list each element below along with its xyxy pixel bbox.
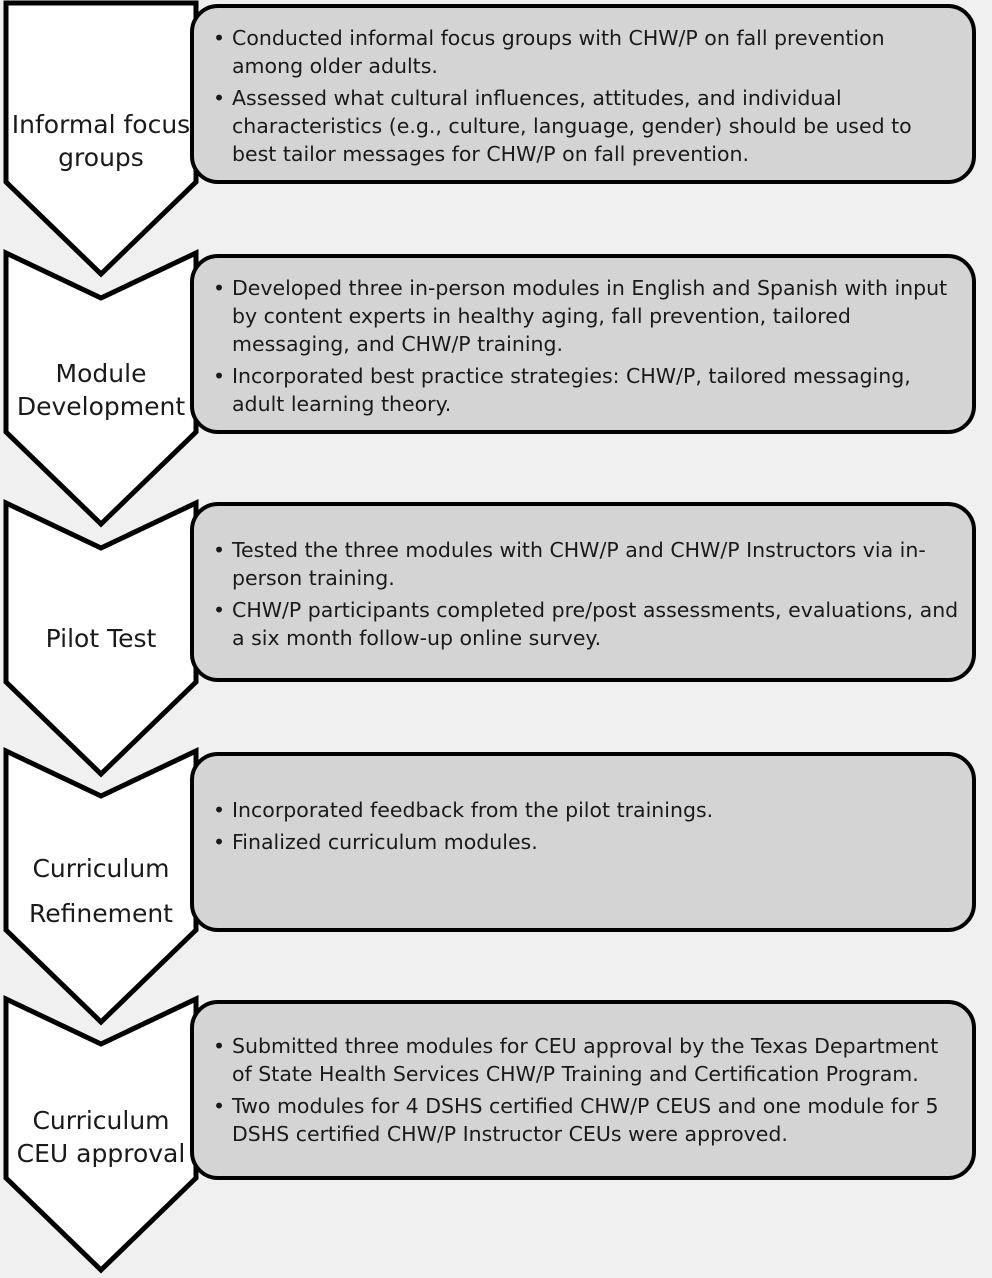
detail-box <box>190 4 976 184</box>
stage-label <box>4 622 198 655</box>
stage-label <box>4 108 198 174</box>
detail-box <box>190 752 976 932</box>
bullet-list <box>194 8 972 168</box>
stage-label-line: Refinement <box>29 899 173 928</box>
bullet-item: • Conducted informal focus groups with CHW/P on fall prevention among older adults. <box>208 24 962 80</box>
detail-box <box>190 1000 976 1180</box>
bullet-item: • Tested the three modules with CHW/P and CHW/P Instructors via in-person training. <box>208 536 962 592</box>
detail-box <box>190 502 976 682</box>
bullet-item: • CHW/P participants completed pre/post assessments, evaluations, and a six month follow-up online survey. <box>208 596 962 652</box>
stage-label-line: Module <box>55 359 147 388</box>
stage-label-line: Curriculum <box>32 854 170 883</box>
stage-label-line: Curriculum <box>32 1106 170 1135</box>
bullet-item: • Two modules for 4 DSHS certified CHW/P CEUS and one module for 5 DSHS certified CHW/P Instructor CEUs were approved. <box>208 1092 962 1148</box>
stage-label <box>4 357 198 423</box>
bullet-item: • Incorporated best practice strategies: CHW/P, tailored messaging, adult learning theory. <box>208 362 962 418</box>
bullet-list <box>194 506 972 652</box>
stage-label-line: Development <box>16 392 186 421</box>
stage-label <box>4 1104 198 1170</box>
stage-label-line: CEU approval <box>16 1139 186 1168</box>
bullet-list <box>194 756 972 856</box>
stage-label-line: Informal focus <box>11 110 191 139</box>
bullet-list <box>194 1004 972 1148</box>
bullet-item: • Developed three in-person modules in English and Spanish with input by content experts in healthy aging, fall prevention, tailored messaging, and CHW/P training. <box>208 274 962 358</box>
bullet-list <box>194 258 972 418</box>
bullet-item: • Assessed what cultural influences, attitudes, and individual characteristics (e.g., culture, language, gender) should be used to best tailor messages for CHW/P on fall prevention. <box>208 84 962 168</box>
bullet-item: • Incorporated feedback from the pilot trainings. <box>208 796 962 824</box>
bullet-item: • Submitted three modules for CEU approval by the Texas Department of State Health Services CHW/P Training and Certification Program. <box>208 1032 962 1088</box>
bullet-item: • Finalized curriculum modules. <box>208 828 962 856</box>
detail-box <box>190 254 976 434</box>
stage-label-line: Pilot Test <box>45 624 157 653</box>
stage-label <box>4 846 198 936</box>
stage-label-line: groups <box>58 143 144 172</box>
